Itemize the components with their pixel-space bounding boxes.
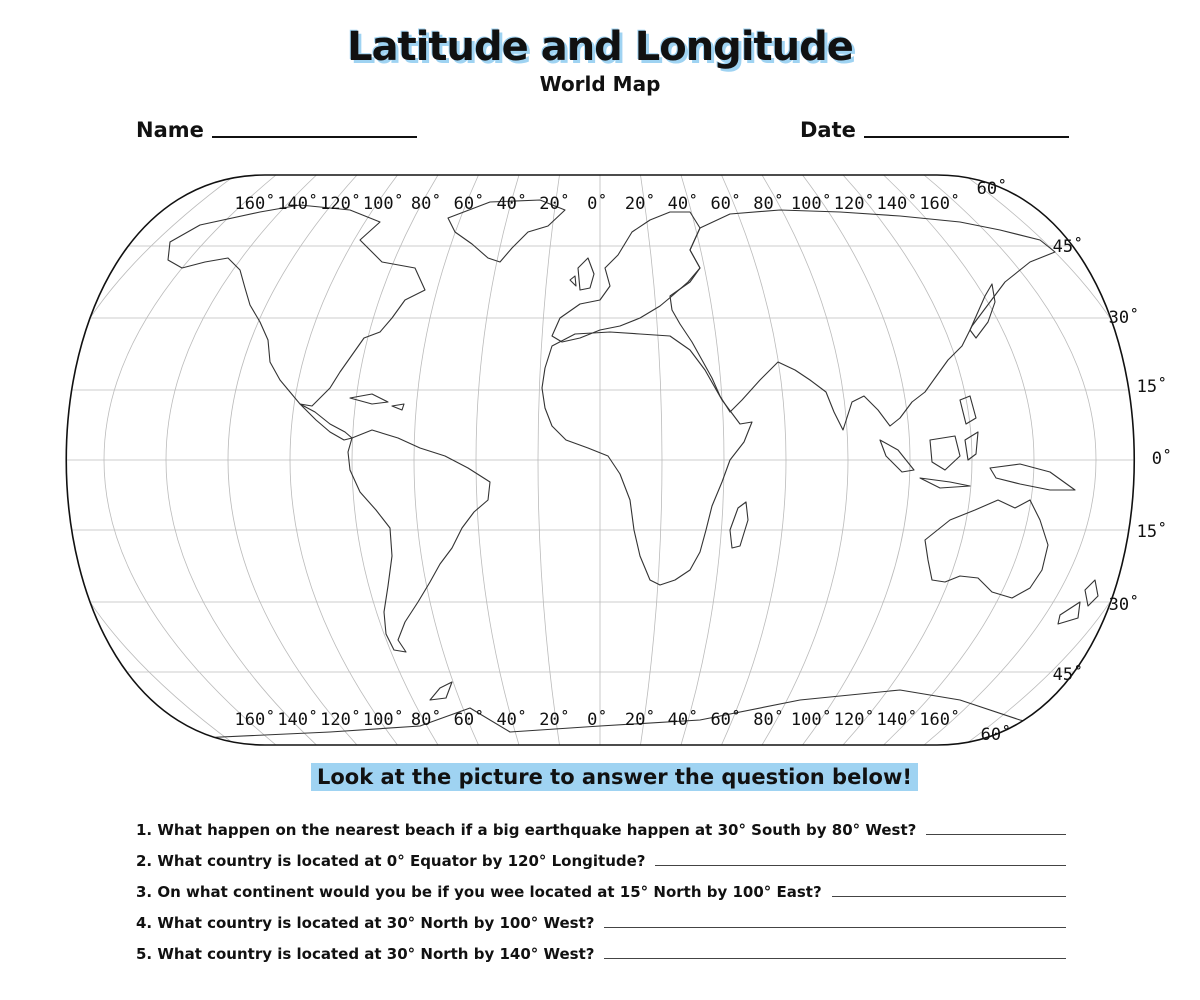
continent-central-america (300, 404, 352, 440)
page-subtitle: World Map (539, 72, 661, 96)
question-text: 3. On what continent would you be if you wee located at 15° North by 100° East? (136, 883, 822, 901)
longitude-label: 60˚ (710, 194, 742, 214)
japan (970, 284, 995, 338)
question-text: 1. What happen on the nearest beach if a big earthquake happen at 30° South by 80° West? (136, 821, 917, 839)
longitude-label: 40˚ (496, 194, 528, 214)
page-title: Latitude and Longitude (347, 24, 853, 70)
question-item[interactable] (136, 839, 1066, 870)
continent-north-america (168, 205, 425, 406)
name-label: Name (136, 118, 204, 142)
latitude-label: 60˚ (980, 725, 1012, 745)
longitude-label: 160˚ (234, 710, 276, 730)
answer-line[interactable] (926, 834, 1066, 835)
longitude-labels-top (235, 193, 961, 214)
latitude-labels (977, 178, 1173, 745)
graticule (0, 175, 1200, 745)
continent-africa (542, 332, 752, 585)
question-item[interactable] (136, 870, 1066, 901)
question-text: 2. What country is located at 0° Equator by 120° Longitude? (136, 852, 646, 870)
longitude-label: 140˚ (876, 194, 918, 214)
longitude-label: 140˚ (277, 710, 319, 730)
questions-list (136, 808, 1066, 963)
latitude-label: 15˚ (1136, 522, 1168, 542)
longitude-label: 60˚ (453, 710, 485, 730)
answer-line[interactable] (604, 927, 1066, 928)
latitude-label: 0˚ (1151, 449, 1173, 469)
longitude-label: 100˚ (790, 710, 832, 730)
question-item[interactable] (136, 808, 1066, 839)
longitude-label: 80˚ (753, 710, 784, 730)
longitude-label: 140˚ (277, 194, 319, 214)
answer-line[interactable] (655, 865, 1066, 866)
latitude-label: 45˚ (1052, 665, 1084, 685)
longitude-label: 20˚ (539, 194, 570, 214)
question-item[interactable] (136, 901, 1066, 932)
madagascar (730, 502, 748, 548)
longitude-label: 0˚ (587, 710, 608, 730)
latitude-label: 30˚ (1108, 595, 1140, 615)
longitude-label: 120˚ (833, 710, 875, 730)
longitude-label: 100˚ (362, 194, 404, 214)
longitude-label: 120˚ (320, 194, 362, 214)
latitude-label: 15˚ (1136, 377, 1168, 397)
longitude-label: 160˚ (919, 194, 961, 214)
longitude-labels-bottom (235, 709, 961, 730)
longitude-label: 20˚ (624, 710, 656, 730)
longitude-label: 20˚ (539, 710, 570, 730)
longitude-label: 60˚ (453, 194, 485, 214)
continent-australia (925, 500, 1048, 598)
longitude-label: 80˚ (753, 194, 784, 214)
longitude-label: 20˚ (624, 194, 656, 214)
date-label: Date (800, 118, 856, 142)
longitude-label: 60˚ (710, 710, 742, 730)
longitude-label: 160˚ (919, 710, 961, 730)
longitude-label: 80˚ (410, 194, 442, 214)
longitude-label: 0˚ (587, 194, 608, 214)
longitude-label: 100˚ (362, 710, 404, 730)
longitude-label: 40˚ (667, 194, 699, 214)
caribbean-islands (350, 394, 404, 410)
latitude-label: 45˚ (1052, 237, 1084, 257)
question-text: 4. What country is located at 30° North by 100° West? (136, 914, 595, 932)
longitude-label: 160˚ (234, 194, 276, 214)
answer-line[interactable] (832, 896, 1066, 897)
latitude-label: 60˚ (976, 179, 1008, 199)
antarctic-peninsula (430, 682, 452, 700)
question-text: 5. What country is located at 30° North by 140° West? (136, 945, 595, 963)
longitude-label: 80˚ (410, 710, 442, 730)
question-item[interactable] (136, 932, 1066, 963)
longitude-label: 100˚ (790, 194, 832, 214)
instruction-banner: Look at the picture to answer the question below! (311, 763, 918, 791)
new-guinea (990, 464, 1075, 490)
answer-line[interactable] (604, 958, 1066, 959)
longitude-label: 40˚ (496, 710, 528, 730)
longitude-label: 120˚ (833, 194, 875, 214)
longitude-label: 40˚ (667, 710, 699, 730)
british-isles (570, 258, 594, 290)
southeast-asia-islands (880, 396, 978, 488)
longitude-label: 140˚ (876, 710, 918, 730)
longitude-label: 120˚ (320, 710, 362, 730)
latitude-label: 30˚ (1108, 308, 1140, 328)
